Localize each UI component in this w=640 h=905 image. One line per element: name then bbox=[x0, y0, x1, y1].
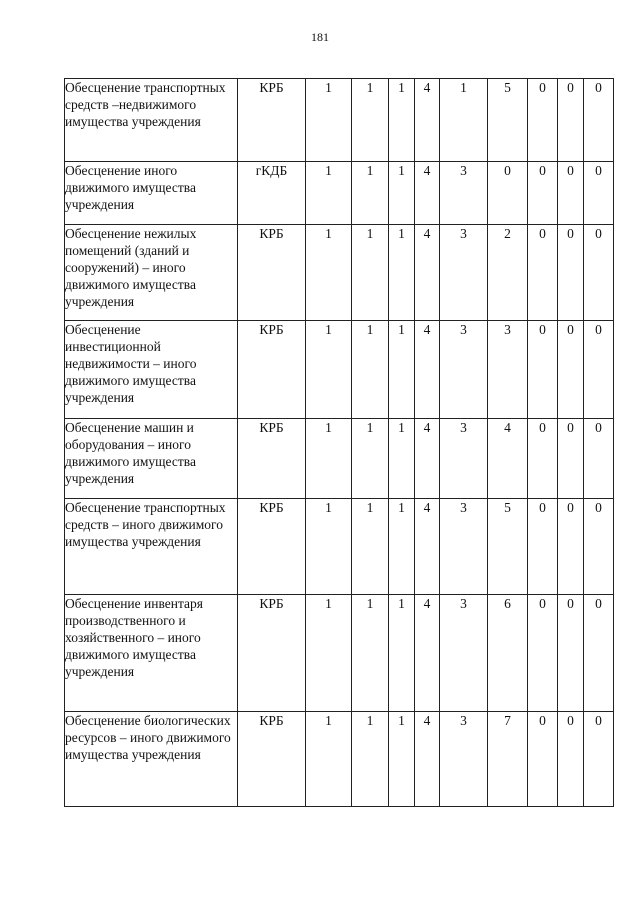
account-name-cell: Обесценение биологических ресурсов – иного движимого имущества учреждения bbox=[65, 712, 238, 807]
budget-code-cell: КРБ bbox=[238, 79, 306, 162]
budget-code-cell: КРБ bbox=[238, 712, 306, 807]
account-digit-cell: 3 bbox=[440, 712, 488, 807]
account-name-cell: Обесценение транспортных средств –недвижимого имущества учреждения bbox=[65, 79, 238, 162]
budget-code-cell: КРБ bbox=[238, 499, 306, 595]
account-digit-cell: 1 bbox=[389, 79, 415, 162]
account-digit-cell: 1 bbox=[352, 712, 389, 807]
account-digit-cell: 1 bbox=[440, 79, 488, 162]
account-digit-cell: 4 bbox=[415, 225, 440, 321]
account-digit-cell: 0 bbox=[528, 419, 558, 499]
account-digit-cell: 3 bbox=[440, 595, 488, 712]
account-digit-cell: 1 bbox=[352, 595, 389, 712]
account-name-cell: Обесценение транспортных средств – иного движимого имущества учреждения bbox=[65, 499, 238, 595]
account-name-cell: Обесценение нежилых помещений (зданий и сооружений) – иного движимого имущества учреждения bbox=[65, 225, 238, 321]
budget-code-cell: КРБ bbox=[238, 419, 306, 499]
account-digit-cell: 4 bbox=[415, 79, 440, 162]
account-digit-cell: 6 bbox=[488, 595, 528, 712]
account-digit-cell: 3 bbox=[440, 499, 488, 595]
account-digit-cell: 7 bbox=[488, 712, 528, 807]
account-digit-cell: 1 bbox=[352, 321, 389, 419]
account-digit-cell: 4 bbox=[415, 595, 440, 712]
account-digit-cell: 0 bbox=[528, 595, 558, 712]
account-digit-cell: 1 bbox=[352, 419, 389, 499]
account-digit-cell: 0 bbox=[584, 419, 614, 499]
account-digit-cell: 0 bbox=[558, 595, 584, 712]
account-digit-cell: 1 bbox=[306, 321, 352, 419]
account-digit-cell: 1 bbox=[389, 712, 415, 807]
table-row bbox=[65, 419, 614, 499]
account-digit-cell: 1 bbox=[389, 321, 415, 419]
account-digit-cell: 0 bbox=[528, 79, 558, 162]
account-name-cell: Обесценение инвентаря производственного и хозяйственного – иного движимого имущества учреждения bbox=[65, 595, 238, 712]
budget-code-cell: КРБ bbox=[238, 595, 306, 712]
table-row bbox=[65, 79, 614, 162]
account-digit-cell: 4 bbox=[415, 162, 440, 225]
account-digit-cell: 0 bbox=[558, 79, 584, 162]
account-name-cell: Обесценение иного движимого имущества учреждения bbox=[65, 162, 238, 225]
budget-code-cell: КРБ bbox=[238, 225, 306, 321]
account-digit-cell: 4 bbox=[415, 419, 440, 499]
accounts-table bbox=[64, 78, 614, 807]
account-digit-cell: 0 bbox=[584, 79, 614, 162]
account-digit-cell: 1 bbox=[306, 499, 352, 595]
account-digit-cell: 4 bbox=[415, 499, 440, 595]
account-digit-cell: 0 bbox=[558, 419, 584, 499]
account-digit-cell: 5 bbox=[488, 499, 528, 595]
account-digit-cell: 0 bbox=[584, 712, 614, 807]
account-digit-cell: 3 bbox=[440, 419, 488, 499]
table-row bbox=[65, 712, 614, 807]
account-digit-cell: 0 bbox=[584, 499, 614, 595]
account-digit-cell: 0 bbox=[584, 321, 614, 419]
account-digit-cell: 3 bbox=[440, 225, 488, 321]
account-digit-cell: 0 bbox=[558, 321, 584, 419]
table-row bbox=[65, 595, 614, 712]
account-digit-cell: 3 bbox=[440, 162, 488, 225]
account-digit-cell: 4 bbox=[415, 321, 440, 419]
account-digit-cell: 0 bbox=[528, 162, 558, 225]
table-row bbox=[65, 162, 614, 225]
account-digit-cell: 1 bbox=[306, 225, 352, 321]
account-name-cell: Обесценение инвестиционной недвижимости – иного движимого имущества учреждения bbox=[65, 321, 238, 419]
account-digit-cell: 4 bbox=[415, 712, 440, 807]
account-digit-cell: 0 bbox=[558, 225, 584, 321]
account-digit-cell: 1 bbox=[306, 595, 352, 712]
account-digit-cell: 1 bbox=[389, 499, 415, 595]
account-digit-cell: 0 bbox=[488, 162, 528, 225]
account-digit-cell: 3 bbox=[440, 321, 488, 419]
account-digit-cell: 1 bbox=[389, 225, 415, 321]
account-digit-cell: 0 bbox=[558, 162, 584, 225]
account-digit-cell: 0 bbox=[584, 225, 614, 321]
account-digit-cell: 1 bbox=[389, 419, 415, 499]
account-name-cell: Обесценение машин и оборудования – иного движимого имущества учреждения bbox=[65, 419, 238, 499]
budget-code-cell: гКДБ bbox=[238, 162, 306, 225]
account-digit-cell: 1 bbox=[352, 499, 389, 595]
account-digit-cell: 0 bbox=[528, 499, 558, 595]
account-digit-cell: 5 bbox=[488, 79, 528, 162]
account-digit-cell: 1 bbox=[306, 79, 352, 162]
account-digit-cell: 0 bbox=[528, 712, 558, 807]
account-digit-cell: 2 bbox=[488, 225, 528, 321]
account-digit-cell: 0 bbox=[558, 712, 584, 807]
account-digit-cell: 0 bbox=[528, 321, 558, 419]
account-digit-cell: 1 bbox=[352, 79, 389, 162]
account-digit-cell: 1 bbox=[352, 162, 389, 225]
account-digit-cell: 1 bbox=[306, 712, 352, 807]
account-digit-cell: 4 bbox=[488, 419, 528, 499]
account-digit-cell: 1 bbox=[389, 595, 415, 712]
page-number: 181 bbox=[311, 30, 329, 44]
account-digit-cell: 0 bbox=[558, 499, 584, 595]
account-digit-cell: 1 bbox=[306, 162, 352, 225]
account-digit-cell: 3 bbox=[488, 321, 528, 419]
account-digit-cell: 0 bbox=[584, 595, 614, 712]
account-digit-cell: 0 bbox=[528, 225, 558, 321]
account-digit-cell: 1 bbox=[352, 225, 389, 321]
account-digit-cell: 1 bbox=[306, 419, 352, 499]
table-row bbox=[65, 499, 614, 595]
table-row bbox=[65, 321, 614, 419]
account-digit-cell: 1 bbox=[389, 162, 415, 225]
table-row bbox=[65, 225, 614, 321]
budget-code-cell: КРБ bbox=[238, 321, 306, 419]
account-digit-cell: 0 bbox=[584, 162, 614, 225]
